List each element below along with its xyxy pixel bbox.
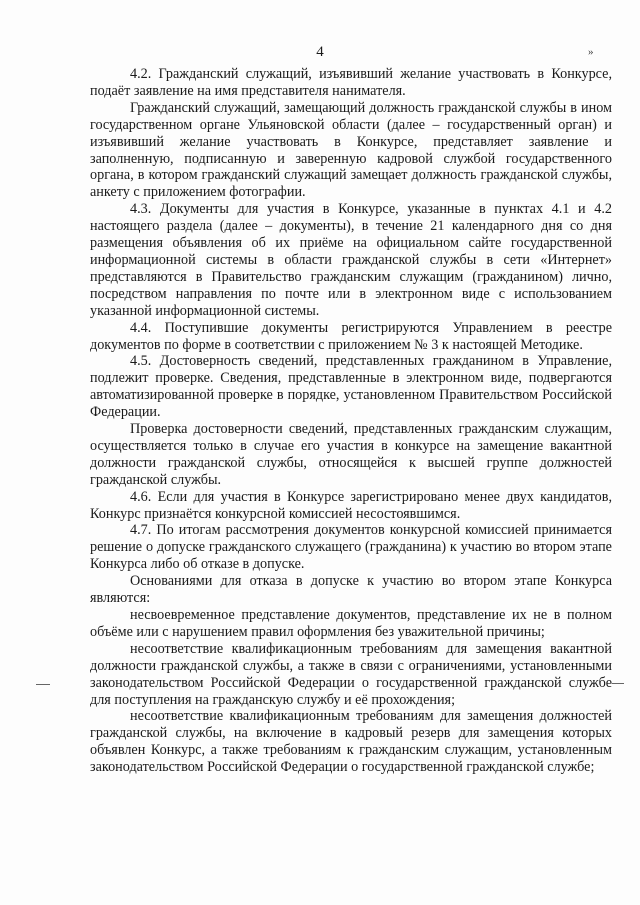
paragraph-refusal-grounds: Основаниями для отказа в допуске к участию во втором этапе Конкурса являются:	[90, 573, 612, 607]
document-body	[90, 66, 612, 776]
paragraph-4-6: 4.6. Если для участия в Конкурсе зарегистрировано менее двух кандидатов, Конкурс признаётся конкурсной комиссией несостоявшимся.	[90, 488, 612, 522]
page-number: 4	[316, 44, 324, 60]
paragraph-other-organ: Гражданский служащий, замещающий должность гражданской службы в ином государственном органе Ульяновской области (далее – государственный орган) и изъявивший желание участвовать в Конкурсе, представляет заявление и заполненную, подписанную и заверенную кадровой службой государственного органа, в котором гражданский служащий замещает должность гражданской службы, анкету с приложением фотографии.	[90, 99, 612, 201]
paragraph-4-7: 4.7. По итогам рассмотрения документов конкурсной комиссией принимается решение о допуске гражданского служащего (гражданина) к участию во втором этапе Конкурса либо об отказе в допуске.	[90, 522, 612, 573]
list-item-vacancy-mismatch: несоответствие квалификационным требованиям для замещения вакантной должности гражданской службы, а также в связи с ограничениями, установленными законодательством Российской Федерации о государственной гражданской службе для поступления на гражданскую службу и её прохождения;	[90, 640, 612, 708]
paragraph-4-2: 4.2. Гражданский служащий, изъявивший желание участвовать в Конкурсе, подаёт заявление на имя представителя нанимателя.	[90, 66, 612, 99]
corner-mark: »	[588, 46, 594, 58]
paragraph-verification: Проверка достоверности сведений, представленных гражданским служащим, осуществляется только в случае его участия в конкурсе на замещение вакантной должности гражданской службы, относящейся к высшей группе должностей гражданской службы.	[90, 421, 612, 488]
right-margin-mark	[612, 683, 624, 684]
left-margin-mark	[36, 684, 50, 685]
list-item-reserve-mismatch: несоответствие квалификационным требованиям для замещения должностей гражданской службы, на включение в кадровый резерв для замещения которых объявлен Конкурс, а также требованиям к гражданским служащим, установленным законодательством Российской Федерации о государственной гражданской службе;	[90, 708, 612, 776]
paragraph-4-5: 4.5. Достоверность сведений, представленных гражданином в Управление, подлежит проверке. Сведения, представленные в электронном виде, подвергаются автоматизированной проверке в порядке, установленном Правительством Российской Федерации.	[90, 353, 612, 421]
paragraph-4-4: 4.4. Поступившие документы регистрируются Управлением в реестре документов по форме в соответствии с приложением № 3 к настоящей Методике.	[90, 319, 612, 353]
list-item-untimely: несвоевременное представление документов, представление их не в полном объёме или с нарушением правил оформления без уважительной причины;	[90, 607, 612, 640]
paragraph-4-3: 4.3. Документы для участия в Конкурсе, указанные в пунктах 4.1 и 4.2 настоящего раздела (далее – документы), в течение 21 календарного дня со дня размещения объявления об их приёме на официальном сайте государственной информационной системы в области гражданской службы в сети «Интернет» представляются в Правительство гражданским служащим (гражданином) лично, посредством направления по почте или в электронном виде с использованием указанной информационной системы.	[90, 201, 612, 319]
